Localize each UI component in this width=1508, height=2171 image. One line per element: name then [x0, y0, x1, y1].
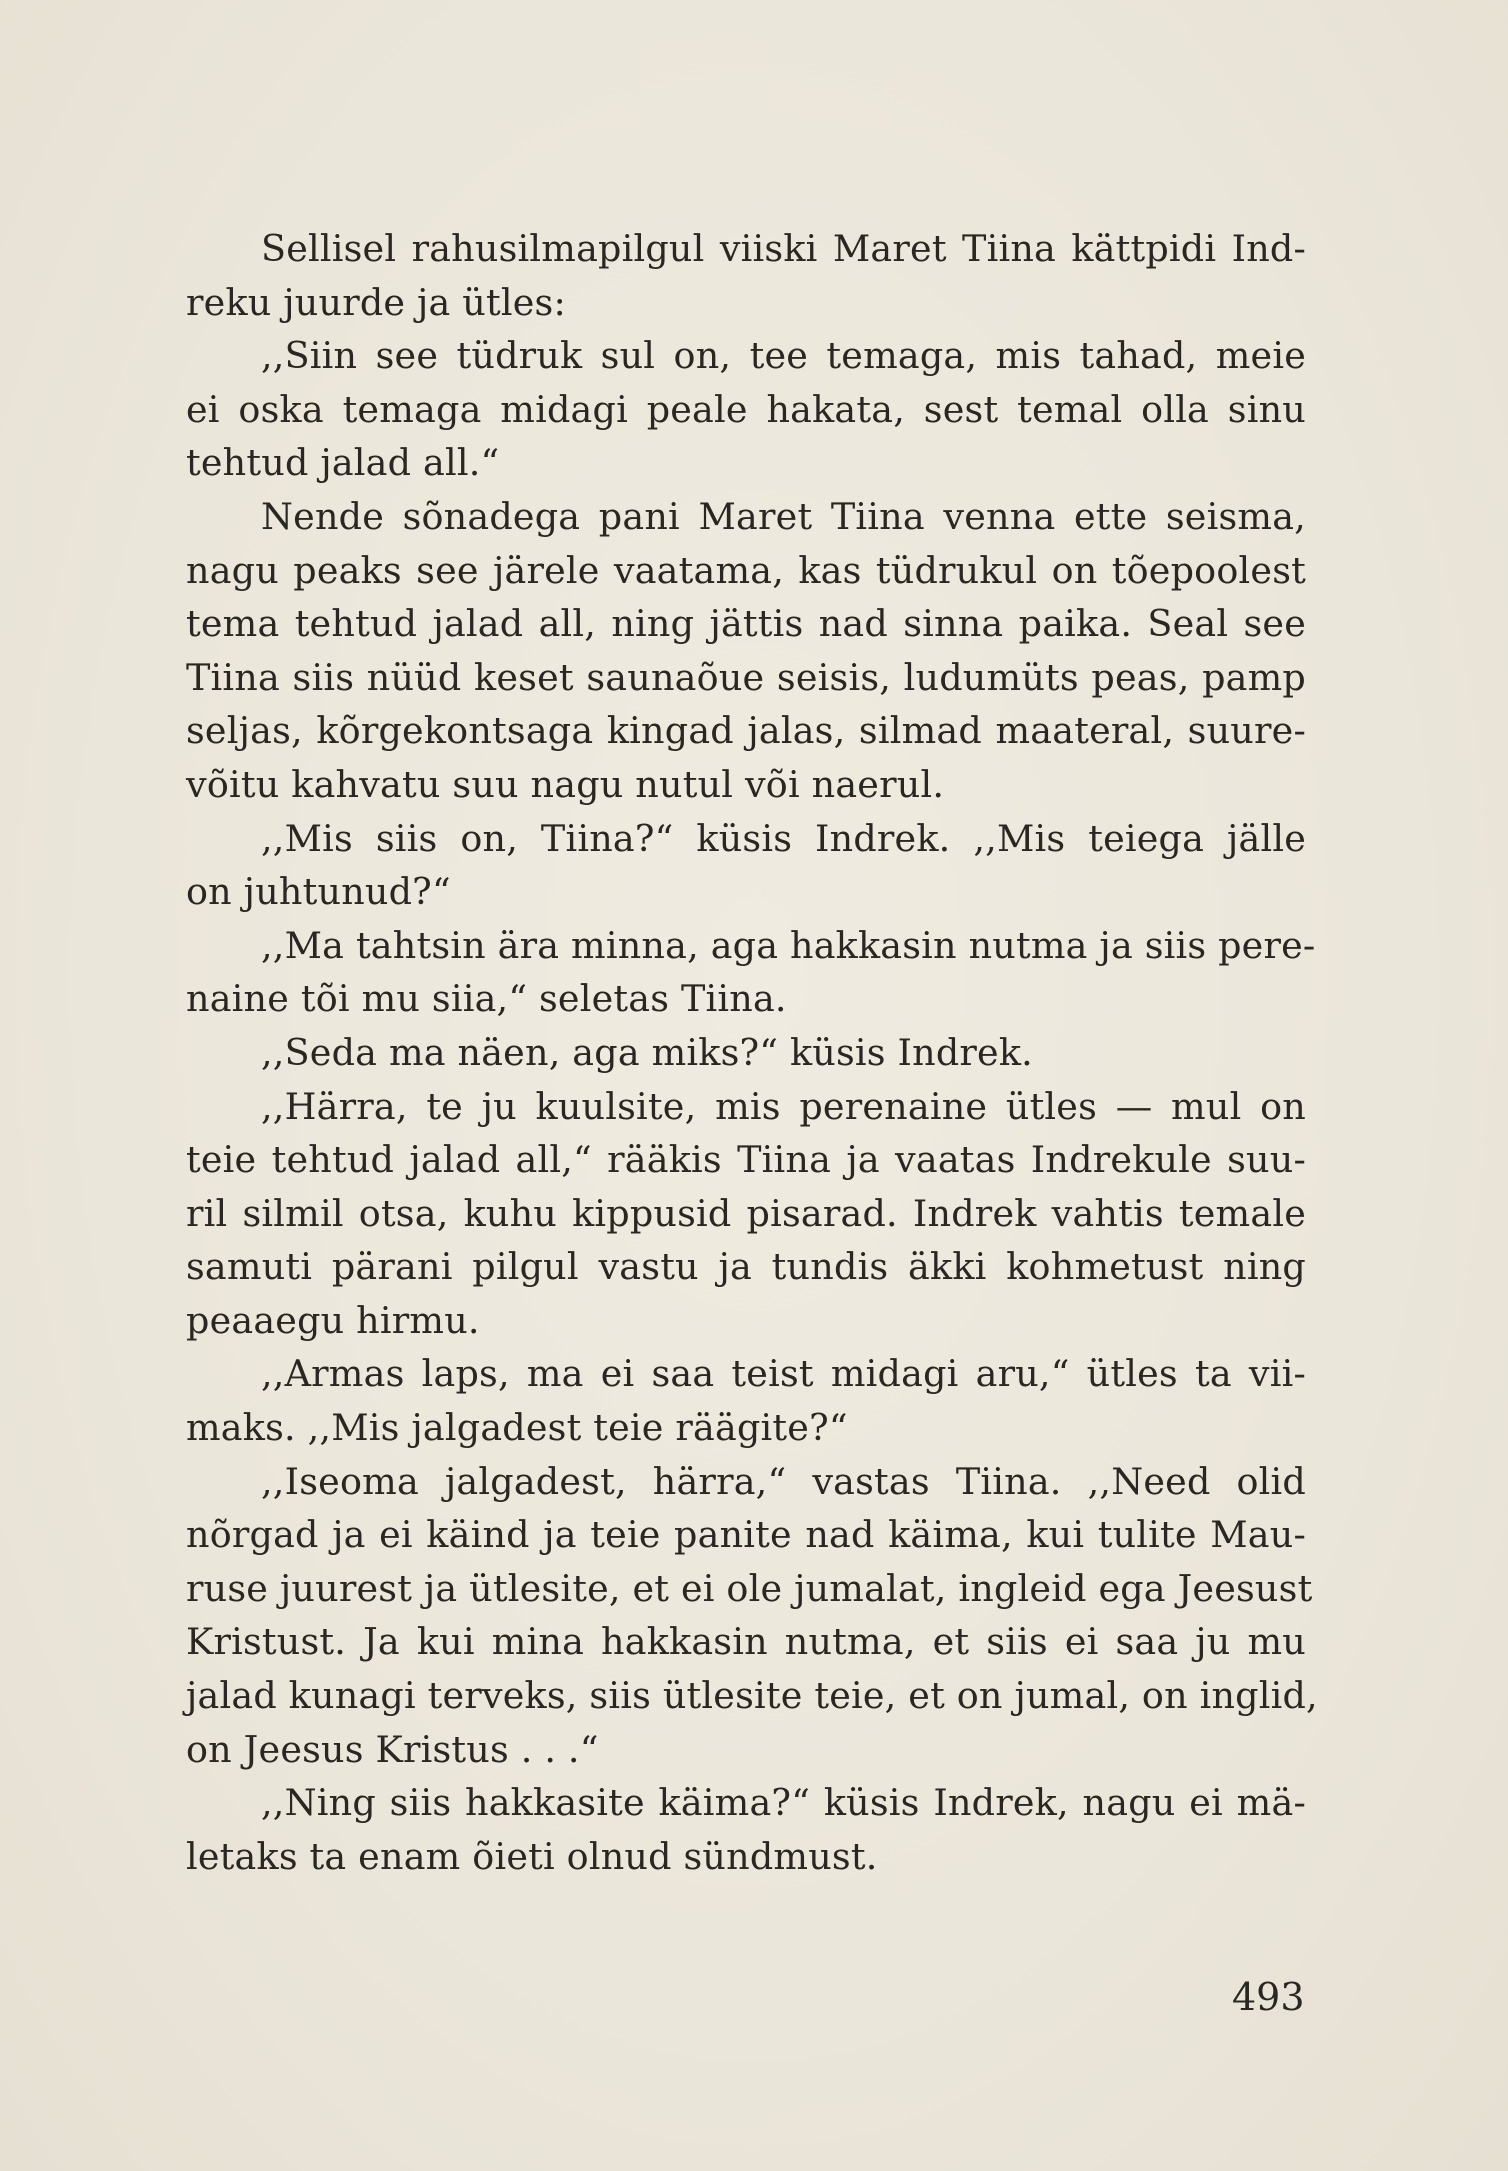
text-line: ,,Siin see tüdruk sul on, tee temaga, mis tahad, meie — [261, 334, 1306, 378]
text-line: maks. ,,Mis jalgadest teie räägite?“ — [186, 1406, 848, 1450]
text-line: ruse juurest ja ütlesite, et ei ole jumalat, ingleid ega Jeesust — [186, 1566, 1313, 1610]
page-number: 493 — [1232, 1975, 1305, 2019]
text-line: naine tõi mu siia,“ seletas Tiina. — [186, 977, 787, 1021]
text-line: tema tehtud jalad all, ning jättis nad sinna paika. Seal see — [186, 602, 1306, 646]
text-line: Nende sõnadega pani Maret Tiina venna ette seisma, — [261, 494, 1306, 538]
text-line: ril silmil otsa, kuhu kippusid pisarad. Indrek vahtis temale — [186, 1191, 1306, 1235]
text-line: ,,Armas laps, ma ei saa teist midagi aru,“ ütles ta vii- — [261, 1352, 1306, 1396]
text-line: tehtud jalad all.“ — [186, 441, 500, 485]
text-line: nagu peaks see järele vaatama, kas tüdrukul on tõepoolest — [186, 548, 1306, 592]
text-line: ,,Iseoma jalgadest, härra,“ vastas Tiina. ,,Need olid — [261, 1459, 1306, 1503]
text-line: teie tehtud jalad all,“ rääkis Tiina ja vaatas Indrekule suu- — [186, 1138, 1306, 1182]
body-text — [186, 222, 1318, 1883]
text-line: ei oska temaga midagi peale hakata, sest temal olla sinu — [186, 387, 1306, 431]
text-line: peaaegu hirmu. — [186, 1298, 480, 1342]
text-line: on juhtunud?“ — [186, 870, 451, 914]
text-line: reku juurde ja ütles: — [186, 280, 566, 324]
text-line: samuti pärani pilgul vastu ja tundis äkki kohmetust ning — [186, 1245, 1306, 1289]
text-line: ,,Seda ma näen, aga miks?“ küsis Indrek. — [261, 1030, 1033, 1074]
text-line: on Jeesus Kristus . . .“ — [186, 1727, 599, 1771]
text-line: Kristust. Ja kui mina hakkasin nutma, et siis ei saa ju mu — [186, 1620, 1306, 1664]
text-line: ,,Mis siis on, Tiina?“ küsis Indrek. ,,Mis teiega jälle — [261, 816, 1306, 860]
text-line: ,,Härra, te ju kuulsite, mis perenaine ütles — mul on — [261, 1084, 1306, 1128]
text-line: letaks ta enam õieti olnud sündmust. — [186, 1834, 878, 1878]
text-line: võitu kahvatu suu nagu nutul või naerul. — [186, 762, 945, 806]
text-line: jalad kunagi terveks, siis ütlesite teie, et on jumal, on inglid, — [186, 1674, 1318, 1718]
text-line: Tiina siis nüüd keset saunaõue seisis, ludumüts peas, pamp — [186, 655, 1306, 699]
text-line: Sellisel rahusilmapilgul viiski Maret Tiina kättpidi Ind- — [261, 227, 1306, 270]
text-line: ,,Ma tahtsin ära minna, aga hakkasin nutma ja siis pere- — [261, 923, 1316, 967]
text-line: nõrgad ja ei käind ja teie panite nad käima, kui tulite Mau- — [186, 1513, 1306, 1557]
text-line: seljas, kõrgekontsaga kingad jalas, silmad maateral, suure- — [186, 709, 1306, 753]
text-line: ,,Ning siis hakkasite käima?“ küsis Indrek, nagu ei mä- — [261, 1781, 1306, 1825]
